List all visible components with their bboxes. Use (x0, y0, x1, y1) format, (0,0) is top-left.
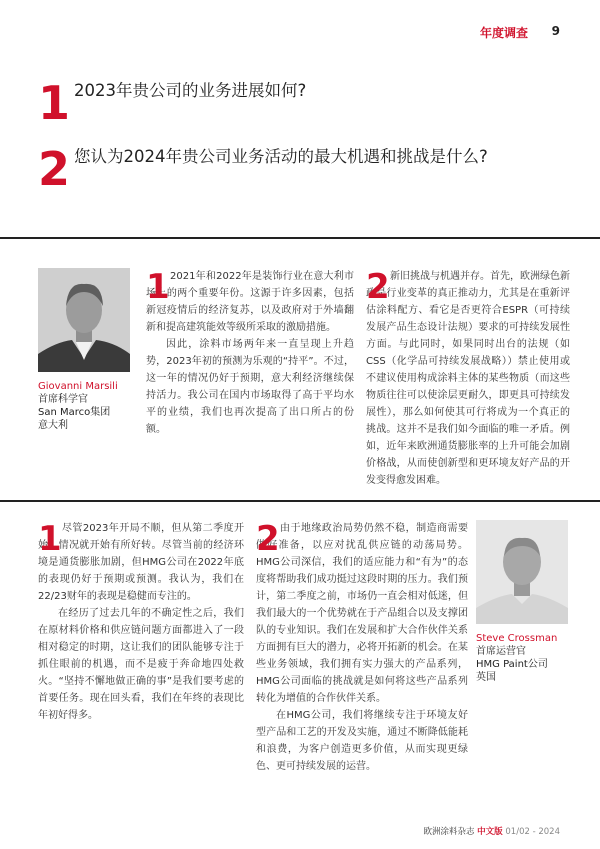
answer-paragraph: 新旧挑战与机遇并存。首先，欧洲绿色新政是行业变革的真正推动力，尤其是在重新评估涂料配方、看它是否更符合ESPR（可持续发展产品生态设计法规）要求的可持续发展性方面。与此同时，如果同时出台的法规（如CSS（化学品可持续发展战略））禁止使用或不建议使用构成涂料主体的某些物质（而这些物质往往可以使涂层更耐久，即更具可持续发展性），那么如何使其可行将成为一个真正的挑战。这并不是我们如今面临的唯一矛盾。例如，近年来欧洲通货膨胀率的上升可能会加剧价格战，从而使创新型和更环境友好产品的开发变得愈发困难。 (366, 271, 570, 486)
answer-paragraph: 在经历了过去几年的不确定性之后，我们在原材料价格和供应链问题方面都进入了一段相对稳定的时期，这让我们的团队能够专注于抓住眼前的机遇，而不是疲于奔命地四处救火。“坚持不懈地做正确的事”是我们要考虑的首要任务。现在回头看，我们在年终的表现比年初好得多。 (38, 608, 244, 721)
answer-paragraph: 尽管2023年开局不顺，但从第二季度开始，情况就开始有所好转。尽管当前的经济环境是通货膨胀加剧，但HMG公司在2022年底的表现仍好于预期或预测。我认为，我们在22/23财年的表现是稳健而专注的。 (38, 523, 244, 602)
question-1-text: 2023年贵公司的业务进展如何? (74, 81, 307, 100)
person-1-answer-2 (366, 268, 570, 489)
footer-date: 01/02 - 2024 (505, 827, 560, 837)
person-2-role: 首席运营官 (476, 646, 526, 657)
answer-paragraph: 在HMG公司，我们将继续专注于环境友好型产品和工艺的开发及实施，通过不断降低能耗和浪费，为客户创造更多价值，从而实现更绿色、更可持续发展的运营。 (256, 710, 468, 772)
answer-number: 1 (146, 267, 170, 307)
answer-number: 1 (38, 519, 62, 559)
answer-paragraph: 由于地缘政治局势仍然不稳，制造商需要做好准备，以应对扰乱供应链的动荡局势。HMG公司深信，我们的适应能力和“有为”的态度将帮助我们成功挺过这段时期的压力。我们预计，第二季度之前，市场仍一直会相对低迷，但我们最大的一个优势就在于产品组合以及支撑团队的专业知识。我们在发展和扩大合作伙伴关系方面拥有巨大的潜力，必将开拓新的机会。在某些业务领域，我们拥有实力强大的产品系列，HMG公司面临的挑战就是如何将这些产品系列转化为增值的合作伙伴关系。 (256, 523, 468, 704)
section-title: 年度调查 (479, 26, 528, 40)
section-divider (0, 500, 600, 502)
person-2-answer-2 (256, 520, 468, 775)
question-1-number: 1 (38, 76, 71, 130)
person-1-answer-1 (146, 268, 354, 438)
person-2-company: HMG Paint公司 (476, 659, 548, 670)
person-1-role: 首席科学官 (38, 394, 88, 405)
person-2-name: Steve Crossman (476, 633, 558, 644)
question-2-number: 2 (38, 142, 71, 196)
section-divider (0, 237, 600, 239)
answer-paragraph: 因此，涂料市场两年来一直呈现上升趋势，2023年初的预测为乐观的“持平”。不过，这一年的情况仍好于预期，意大利经济继续保持活力。我公司在国内市场取得了高于平均水平的业绩，我们也再次提高了出口所占的份额。 (146, 339, 354, 435)
person-1-name: Giovanni Marsili (38, 381, 118, 392)
footer-edition: 中文版 (477, 827, 503, 837)
person-2-country: 英国 (476, 672, 496, 683)
person-1-country: 意大利 (38, 420, 68, 431)
question-2-text: 您认为2024年贵公司业务活动的最大机遇和挑战是什么? (74, 147, 488, 166)
answer-number: 2 (256, 519, 280, 559)
footer (423, 825, 560, 837)
footer-magazine: 欧洲涂料杂志 (423, 827, 475, 837)
person-2-answer-1 (38, 520, 244, 724)
portrait-giovanni-marsili (38, 268, 130, 372)
answer-paragraph: 2021年和2022年是装饰行业在意大利市场上的两个重要年份。这源于许多因素，包括新冠疫情后的经济复苏，以及政府对于外墙翻新和提高建筑能效等级所采取的激励措施。 (146, 271, 354, 333)
page-number: 9 (551, 24, 560, 38)
person-1-company: San Marco集团 (38, 407, 111, 418)
portrait-steve-crossman (476, 520, 568, 624)
answer-number: 2 (366, 267, 390, 307)
